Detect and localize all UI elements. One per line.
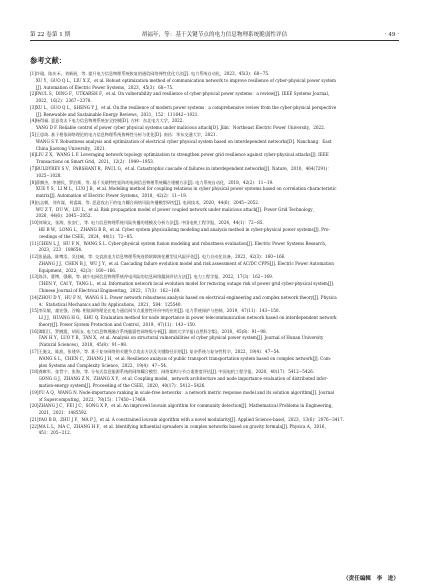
reference-line: Equipment，2022，42(3)：160−166. xyxy=(38,267,117,273)
reference-line: 谭阳江，罗跳霞，胡再友. 电力信息物理融合系统脆弱性网络级分析[J]. 湖南大学学报(自然科学版)，2018，45(8)：91−98. xyxy=(38,328,267,334)
reference-line: [J]. Automation of Electric Power Systems，2023，45(3)：68−75. xyxy=(35,84,174,90)
reference-line: mation-energy system[J]. Proceeding of the CSEE，2020，40(17)：5412−5426. xyxy=(38,382,206,388)
reference-line: BULDYREV S V，PARSHANI R，PAUL G，et al. Catastrophic cascade of failures in interdependent networks[J]. Nature，2010，464(7291)： xyxy=(35,165,332,171)
reference-line: Transactions on Smart Grid，2021，12(2)：1949−1953. xyxy=(35,159,155,165)
reference-item xyxy=(30,369,399,389)
reference-text xyxy=(39,369,400,389)
reference-number: [21] xyxy=(30,416,39,422)
reference-number: [3] xyxy=(30,104,36,110)
reference-line: XUE Y S，LI M L，LUO J B，et al. Modeling method for coupling relations in cyber physical power systems based on correlation characteristic xyxy=(35,186,337,192)
reference-number: [7] xyxy=(30,165,36,171)
reference-number: [19] xyxy=(30,389,39,395)
reference-item xyxy=(30,71,399,91)
reference-line: LI J J，HUANG H G，SHU Q. Evaluation method for node importance in power telecommunication network based on interdependent network xyxy=(38,315,337,321)
reference-line: [J]. Renewable and Sustainable Energy Reviews，2021，152：111642−1021. xyxy=(35,111,199,117)
reference-line: 薛腾杰，李德民，罗泊斯，等. 基于关联特性矩阵的电网信息物理系统耦合建模方法[J]. 电力系统自动化，2018，42(2)：11−19. xyxy=(35,179,274,185)
section-title: 参考文献： xyxy=(30,56,66,65)
header-article-title: 胡福年，等：基于关键节点的电力信息物理系统脆弱性评估 xyxy=(141,32,288,38)
reference-text xyxy=(39,274,400,294)
reference-line: theory[J]. Power System Protection and Control，2019，47(11)：143−150. xyxy=(38,321,197,327)
reference-line: 何瑞文，张海，张安仁，等. 电力信息物理系统风险传播的建模及分析方法[J]. 中国电机工程学报，2024，44(1)：72−85. xyxy=(38,220,264,226)
reference-line: plex Systems and Complexity Science，2022，19(4)：47−54. xyxy=(38,362,168,368)
reference-item xyxy=(30,417,399,424)
reference-line: 张晶晶，陈博浩，吴佳喻，等. 交直流电力信息物理系统连锁故障演化模型及风险评估[J]. 电力自动化设备，2022，42(3)：160−166. xyxy=(38,254,286,260)
reference-number: [4] xyxy=(30,118,36,124)
reference-item xyxy=(30,424,399,438)
reference-number: [12] xyxy=(30,254,39,260)
reference-line: TAN H Y，LUO Y B，TAN X，et al. Analysis on structural vulnerabilities of cyber physical power system[J]. Journal of Hunan University xyxy=(38,335,324,341)
reference-number: [10] xyxy=(30,220,39,226)
reference-item xyxy=(30,274,399,294)
reference-line: 伍志朝，刘有谋，刘睿嵩，等. 恶意攻击下的电力耦合网络风险传播模型研究[J]. 电网技术，2020，44(6)：2045−2052. xyxy=(35,199,260,205)
reference-item xyxy=(30,152,399,166)
reference-line: ZHANG J C，FEI J C，SONG X P，et al. An improved louvain algorithm for community detection[J]. Mathematical Problems in Engineering， xyxy=(38,403,336,409)
reference-number: [14] xyxy=(30,294,39,300)
reference-number: [22] xyxy=(30,423,39,429)
reference-line: LIU Z X，WANG L F. Leveraging network topology optimization to strengthen power grid resilience against cyber-physical attacks[J]. IEEE xyxy=(35,152,329,158)
reference-line: YANG D F. Reliable control of power cyber physical systems under malicious attack[D]. Jilin：Northeast Electric Power University，2022. xyxy=(35,125,326,131)
reference-item xyxy=(30,166,399,180)
reference-line: 龚雍军，张哲宁，张海，等. 分布式信息能源系统的网络耦合模型、网络架构与节点重要度评估[J]. 中国电机工程学报，2020，40(17)：5412−5426. xyxy=(38,369,315,375)
reference-line: 李吴敏，童宏强，谷翰. 相依网络理论在电力通信网节点重要性评价中的应用[J]. 电力系统保护与控制，2019，47(11)：143−150. xyxy=(38,308,280,314)
reference-number: [17] xyxy=(30,349,39,355)
reference-number: [5] xyxy=(30,132,36,138)
reference-line: WANG S Y. Robustness analysis and optimization of electrical cyber physical system based on interdependent networks[D]. Nanchang：East xyxy=(35,138,332,144)
reference-line: WANG S L，CHEN C，ZHANG J H，et al. Resilience analysis of public transport transportation system based on complex network[J]. Com- xyxy=(38,355,332,361)
reference-line: 王思琦. 基于相依网络理论的电力信息物理系统鲁棒性分析与优化[D]. 南昌：华东交通大学，2021. xyxy=(35,132,217,138)
reference-item xyxy=(30,254,399,274)
reference-text xyxy=(36,105,399,119)
reference-item xyxy=(30,308,399,328)
reference-line: 许瑜，陈庆禾，刘新展，等. 提升电力信息物理系统恢复的通信网络弹性优化方法[J]. 电力系统自动化，2023，45(3)：68−75. xyxy=(35,71,270,76)
reference-line: WU Z T，DU W，LIU L，et al. Risk propagation model of power coupled network under malicious attack[J]. Power Grid Technology， xyxy=(35,206,317,212)
running-header xyxy=(30,27,399,41)
reference-number: [6] xyxy=(30,152,36,158)
reference-text xyxy=(39,295,400,309)
reference-line: (Natural Sciences)，2018，45(8)：91−98. xyxy=(38,342,128,348)
reference-item xyxy=(30,105,399,119)
reference-line: Chinese Journal of Electrical Engineering，2022，17(3)：162−169. xyxy=(38,288,181,293)
reference-text xyxy=(39,220,400,240)
reference-item xyxy=(30,295,399,309)
reference-text xyxy=(36,118,399,132)
reference-line: 2021，2021：1485592. xyxy=(38,410,88,416)
reference-text xyxy=(39,308,400,328)
reference-item xyxy=(30,390,399,404)
reference-number: [1] xyxy=(30,71,36,76)
reference-line: PAUL S，DING F，UTKARSH F，et al. On vulnerability and resilience of cyber-physical power systems：a review[J]. IEEE Systems Journal， xyxy=(35,91,332,97)
reference-item xyxy=(30,180,399,200)
reference-item xyxy=(30,118,399,132)
reference-number: [20] xyxy=(30,403,39,409)
reference-line: ZHANG J J，CHEN B J，WU J Y，et al. Cascading failure evolution model and risk assessment of AC/DC CPPS[J]. Electric Power Automation xyxy=(38,260,334,266)
reference-line: CHEN Y，CAI Y，TANG L，et al. Information network local evolution model for reducing outage risk of power grid cyber-physical system[J]. xyxy=(38,281,335,287)
reference-text xyxy=(39,403,400,417)
reference-line: XU Y，GUO Q L，LIU X Z，et al. Robust optimization method of communication network to improve resilience of cyber-physical power system xyxy=(35,77,336,83)
reference-line: YAO B B，ZHU J F，MA P J，et al. A constrained louvain algorithm with a novel modularity[J]. Applied Science-basel，2023，13(6)：2076−3417. xyxy=(38,416,344,422)
reference-text xyxy=(39,254,400,274)
reference-line: 2022，16(2)：2367−2378. xyxy=(35,98,92,104)
reference-text xyxy=(36,132,399,152)
reference-item xyxy=(30,200,399,220)
reference-line: A：Statistical Mechanics and Its Applications，2021，584：125540. xyxy=(38,301,182,307)
reference-line: 杨得福. 恶意攻击下电力信息物理系统安全控制[D]. 吉林：东北电力大学，2022. xyxy=(35,118,184,124)
reference-line: 2020，44(6)：2045−2052. xyxy=(35,213,92,219)
reference-list xyxy=(30,71,399,437)
header-page-number: · 49 · xyxy=(384,32,399,38)
reference-number: [11] xyxy=(30,240,39,246)
reference-text xyxy=(39,417,400,424)
reference-text xyxy=(36,71,399,91)
reference-text xyxy=(36,152,399,166)
reference-line: matrix[J]. Automation of Electric Power Systems，2018，42(2)：11−19. xyxy=(35,193,188,199)
reference-line: MA L L，MA C，ZHANG H F，et al. Identifying influential spreaders in complex networks based on gravity formula[J]. Physica A，2016， xyxy=(38,423,329,429)
reference-text xyxy=(36,91,399,105)
reference-item xyxy=(30,91,399,105)
reference-line: of Supercomputing，2022，78(15)：17450−17469. xyxy=(38,396,147,402)
reference-line: 2023，223：108654. xyxy=(38,247,83,253)
reference-line: XU L，GUO Q L，SHENG Y J，et al. On the resilience of modern power systems：a comprehensive review from the cyber-physical perspective xyxy=(35,104,337,110)
reference-line: China Jiaotong University，2021. xyxy=(35,145,106,151)
reference-line: 451：205−212. xyxy=(38,430,72,436)
reference-number: [9] xyxy=(30,199,36,205)
editor-note: （责任编辑 李 进） xyxy=(343,576,399,582)
reference-line: CHEN L J，HU F N，WANG S L. Cyber-physical system fusion modeling and robustness evaluation[J]. Electric Power Systems Research， xyxy=(38,240,330,246)
reference-item xyxy=(30,403,399,417)
reference-text xyxy=(36,200,399,220)
header-issue: 第 22 卷第 1 期 xyxy=(30,32,71,38)
reference-number: [13] xyxy=(30,274,39,280)
reference-text xyxy=(39,424,400,438)
reference-item xyxy=(30,329,399,349)
reference-line: ZHOU D Y，HU F N，WANG S L. Power network robustness analysis based on electrical engineering and complex network theory[J]. Physica xyxy=(38,294,337,300)
reference-line: 王施文，陈波，张建华，等. 基于复杂网络的关键节点攻击方法及关键路径识别[J]. 复杂系统与复杂性科学，2022，19(4)：47−54. xyxy=(38,349,281,355)
reference-number: [16] xyxy=(30,328,39,334)
reference-text xyxy=(36,166,399,180)
reference-number: [15] xyxy=(30,308,39,314)
reference-line: HE R W，LONG L，ZHANG B R，et al. Cyber system physicalising modeling and analysis method in cyber-physical power systems[J]. Pro- xyxy=(38,226,330,232)
reference-item xyxy=(30,132,399,152)
reference-line: GONG G J，ZHANG Z N，ZHANG X Y，et al. Coupling model，network architecture and node importance evaluation of distributed infor- xyxy=(38,376,328,382)
reference-number: [18] xyxy=(30,369,39,375)
reference-text xyxy=(36,180,399,200)
reference-item xyxy=(30,241,399,255)
reference-line: YU A Q，WANG N. Node-importance ranking in scale-free networks：a network metric response model and its solution algorithm[J]. Journal xyxy=(38,389,334,395)
reference-number: [8] xyxy=(30,179,36,185)
reference-text xyxy=(39,241,400,255)
reference-line: 1025−1028. xyxy=(35,172,62,178)
reference-item xyxy=(30,220,399,240)
reference-item xyxy=(30,349,399,369)
reference-line: 陈洋，曹博，强顺，等. 减少电网信息物理系统停电风险的信息网络漏洞评估方法[J]. 电力工程学报，2022，17(3)：162−169. xyxy=(38,274,274,280)
reference-text xyxy=(39,329,400,349)
reference-line: ceedings of the CSEE，2024，44(1)：72−85. xyxy=(38,233,134,239)
reference-text xyxy=(39,390,400,404)
reference-text xyxy=(39,349,400,369)
reference-number: [2] xyxy=(30,91,36,97)
